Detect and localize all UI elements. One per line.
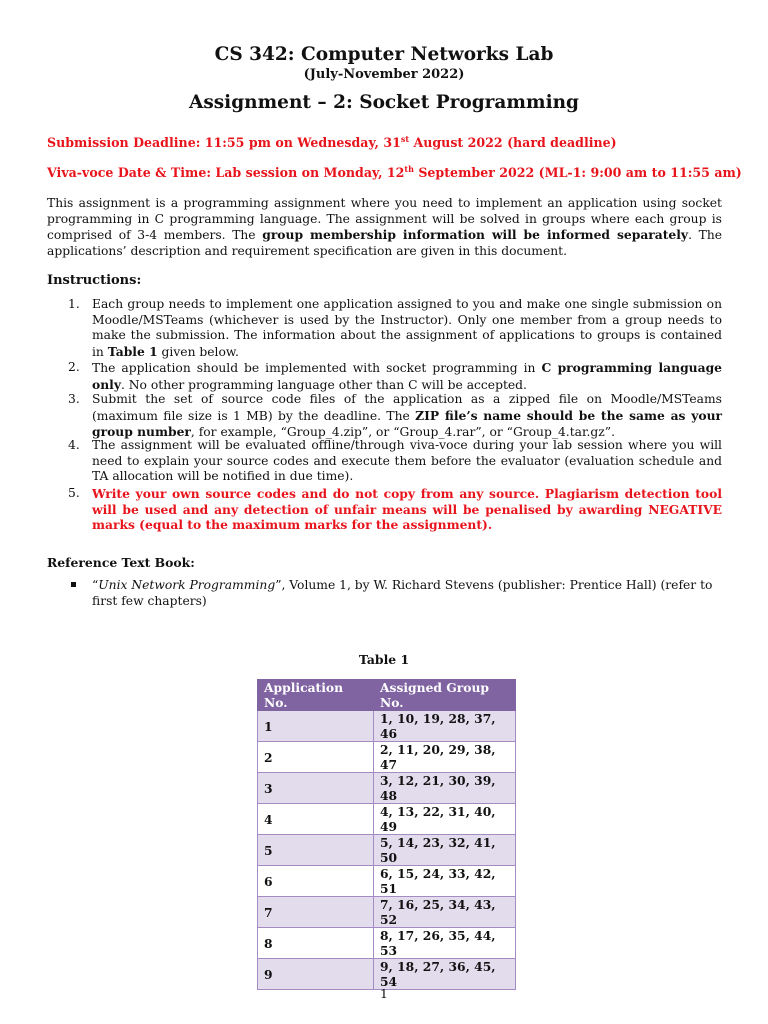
table-cell: 5, 14, 23, 32, 41, 50 xyxy=(374,835,516,866)
course-title: CS 342: Computer Networks Lab xyxy=(214,44,554,65)
table-cell: 3 xyxy=(258,773,374,804)
assignment-title: Assignment – 2: Socket Programming xyxy=(189,92,579,113)
table-header-row xyxy=(258,680,516,711)
table-row xyxy=(258,773,516,804)
table-row xyxy=(258,742,516,773)
instruction-item: 1. Each group needs to implement one application assigned to you and make one single submission on Moodle/MSTeams (whichever is used by the Instructor). Only one member from a group needs to make the submission. The information about the assignment of applications to groups is contained in Table 1 given below. xyxy=(68,297,722,360)
table-cell: 7 xyxy=(258,897,374,928)
instruction-number: 3. xyxy=(68,392,80,406)
table-row xyxy=(258,711,516,742)
table-cell: 4, 13, 22, 31, 40, 49 xyxy=(374,804,516,835)
column-header: Application No. xyxy=(258,680,374,711)
table-row xyxy=(258,959,516,990)
intro-paragraph: This assignment is a programming assignment where you need to implement an application using socket programming in C programming language. The assignment will be solved in groups where each group is comprised of 3-4 members. The group membership information will be informed separately. The applications’ description and requirement specification are given in this document. xyxy=(47,196,723,258)
table-cell: 9, 18, 27, 36, 45, 54 xyxy=(374,959,516,990)
table-cell: 2 xyxy=(258,742,374,773)
table-row xyxy=(258,835,516,866)
table-row xyxy=(258,804,516,835)
table-cell: 3, 12, 21, 30, 39, 48 xyxy=(374,773,516,804)
table-row xyxy=(258,866,516,897)
instruction-number: 2. xyxy=(68,360,80,374)
page-number: 1 xyxy=(380,986,388,1001)
table-cell: 9 xyxy=(258,959,374,990)
book-title: Unix Network Programming xyxy=(98,578,276,592)
reference-item: “Unix Network Programming”, Volume 1, by W. Richard Stevens (publisher: Prentice Hall) (refer to first few chapters) xyxy=(47,577,722,609)
table-row xyxy=(258,928,516,959)
instruction-number: 5. xyxy=(68,486,80,500)
table-cell: 6 xyxy=(258,866,374,897)
instruction-number: 1. xyxy=(68,297,80,311)
instruction-item: 4. The assignment will be evaluated offline/through viva-voce during your lab session where you will need to explain your source codes and execute them before the evaluator (evaluation schedule and TA allocation will be notified in due time). xyxy=(68,438,722,484)
table-cell: 8 xyxy=(258,928,374,959)
table-cell: 1, 10, 19, 28, 37, 46 xyxy=(374,711,516,742)
table-cell: 1 xyxy=(258,711,374,742)
viva-voce-date: Viva-voce Date & Time: Lab session on Monday, 12th September 2022 (ML-1: 9:00 am to 11:55 am) xyxy=(47,164,742,180)
table-cell: 6, 15, 24, 33, 42, 51 xyxy=(374,866,516,897)
instructions-heading: Instructions: xyxy=(47,273,142,288)
reference-heading: Reference Text Book: xyxy=(47,555,195,570)
submission-deadline: Submission Deadline: 11:55 pm on Wednesday, 31st August 2022 (hard deadline) xyxy=(47,134,617,150)
table-cell: 4 xyxy=(258,804,374,835)
instruction-number: 4. xyxy=(68,438,80,452)
square-bullet-icon xyxy=(71,582,76,587)
table-caption: Table 1 xyxy=(358,652,410,667)
assignment-table xyxy=(257,679,516,990)
table-cell: 2, 11, 20, 29, 38, 47 xyxy=(374,742,516,773)
instruction-item: 2. The application should be implemented with socket programming in C programming language only. No other programming language other than C will be accepted. xyxy=(68,360,722,392)
table-cell: 5 xyxy=(258,835,374,866)
table-row xyxy=(258,897,516,928)
table-cell: 7, 16, 25, 34, 43, 52 xyxy=(374,897,516,928)
instruction-item: 3. Submit the set of source code files of the application as a zipped file on Moodle/MSTeams (maximum file size is 1 MB) by the deadline. The ZIP file’s name should be the same as your group number, for example, “Group_4.zip”, or “Group_4.rar”, or “Group_4.tar.gz”. xyxy=(68,392,722,440)
instruction-item-warning: 5. Write your own source codes and do not copy from any source. Plagiarism detection tool will be used and any detection of unfair means will be penalised by awarding NEGATIVE marks (equal to the maximum marks for the assignment). xyxy=(68,486,722,533)
column-header: Assigned Group No. xyxy=(374,680,516,711)
table-cell: 8, 17, 26, 35, 44, 53 xyxy=(374,928,516,959)
term-subtitle: (July-November 2022) xyxy=(303,67,465,82)
